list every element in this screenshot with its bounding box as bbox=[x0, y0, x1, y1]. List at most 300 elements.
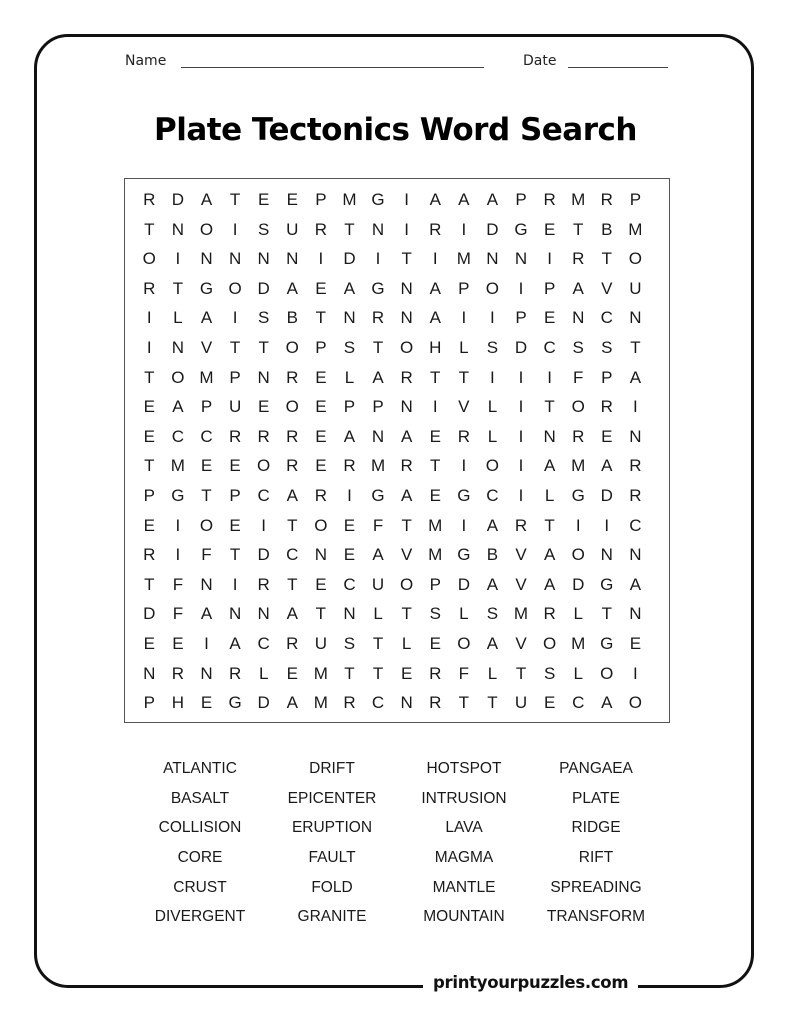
grid-cell[interactable]: V bbox=[400, 545, 413, 565]
grid-cell[interactable]: L bbox=[487, 663, 498, 683]
grid-cell[interactable]: O bbox=[285, 397, 299, 417]
grid-cell[interactable]: I bbox=[518, 456, 524, 476]
grid-cell[interactable]: T bbox=[630, 337, 641, 357]
grid-cell[interactable]: R bbox=[514, 515, 528, 535]
grid-cell[interactable]: T bbox=[544, 515, 555, 535]
grid-cell[interactable]: A bbox=[429, 308, 441, 328]
grid-cell[interactable]: I bbox=[261, 515, 267, 535]
grid-cell[interactable]: I bbox=[175, 515, 181, 535]
grid-cell[interactable]: A bbox=[486, 574, 499, 594]
grid-cell[interactable]: N bbox=[257, 367, 270, 387]
grid-cell[interactable]: L bbox=[487, 426, 498, 446]
grid-cell[interactable]: M bbox=[313, 663, 328, 683]
grid-cell[interactable]: T bbox=[573, 219, 584, 239]
grid-cell[interactable]: T bbox=[401, 249, 412, 269]
grid-cell[interactable]: M bbox=[313, 693, 328, 713]
grid-cell[interactable]: A bbox=[543, 456, 556, 476]
grid-cell[interactable]: A bbox=[629, 367, 642, 387]
date-field-line[interactable] bbox=[568, 67, 668, 68]
grid-cell[interactable]: P bbox=[543, 278, 556, 298]
grid-cell[interactable]: E bbox=[543, 693, 556, 713]
grid-cell[interactable]: R bbox=[429, 219, 442, 239]
grid-cell[interactable]: T bbox=[144, 456, 155, 476]
grid-cell[interactable]: V bbox=[515, 633, 527, 653]
grid-cell[interactable]: O bbox=[571, 545, 585, 565]
grid-cell[interactable]: T bbox=[372, 663, 384, 683]
grid-cell[interactable]: E bbox=[143, 426, 155, 446]
grid-cell[interactable]: E bbox=[315, 367, 327, 387]
grid-cell[interactable]: E bbox=[143, 633, 155, 653]
grid-cell[interactable]: A bbox=[286, 693, 298, 713]
grid-cell[interactable]: R bbox=[572, 249, 585, 269]
grid-cell[interactable]: M bbox=[428, 515, 443, 535]
grid-cell[interactable]: P bbox=[629, 190, 642, 209]
grid-cell[interactable]: H bbox=[171, 693, 185, 713]
grid-cell[interactable]: P bbox=[372, 397, 384, 417]
grid-cell[interactable]: N bbox=[543, 426, 556, 446]
grid-cell[interactable]: L bbox=[573, 604, 583, 624]
grid-cell[interactable]: B bbox=[601, 219, 613, 239]
grid-cell[interactable]: G bbox=[371, 190, 385, 209]
grid-cell[interactable]: A bbox=[458, 190, 470, 209]
grid-cell[interactable]: M bbox=[170, 456, 185, 476]
grid-cell[interactable]: D bbox=[457, 574, 470, 594]
grid-cell[interactable]: P bbox=[143, 485, 155, 505]
grid-cell[interactable]: T bbox=[144, 367, 155, 387]
grid-cell[interactable]: T bbox=[487, 693, 498, 713]
grid-cell[interactable]: D bbox=[257, 545, 270, 565]
grid-cell[interactable]: T bbox=[315, 308, 327, 328]
grid-cell[interactable]: G bbox=[600, 633, 614, 653]
grid-cell[interactable]: R bbox=[572, 426, 585, 446]
grid-cell[interactable]: T bbox=[401, 604, 412, 624]
grid-cell[interactable]: E bbox=[258, 190, 270, 209]
grid-cell[interactable]: T bbox=[344, 219, 355, 239]
grid-cell[interactable]: R bbox=[343, 456, 356, 476]
grid-cell[interactable]: G bbox=[371, 278, 385, 298]
grid-cell[interactable]: N bbox=[200, 249, 213, 269]
grid-cell[interactable]: F bbox=[458, 663, 470, 683]
grid-cell[interactable]: I bbox=[404, 190, 409, 209]
grid-cell[interactable]: C bbox=[486, 485, 499, 505]
grid-cell[interactable]: A bbox=[429, 190, 441, 209]
grid-cell[interactable]: R bbox=[257, 574, 270, 594]
grid-cell[interactable]: O bbox=[457, 633, 471, 653]
grid-cell[interactable]: N bbox=[371, 219, 385, 239]
grid-cell[interactable]: N bbox=[343, 604, 356, 624]
grid-cell[interactable]: R bbox=[429, 663, 442, 683]
grid-cell[interactable]: S bbox=[343, 633, 356, 653]
grid-cell[interactable]: M bbox=[428, 545, 443, 565]
grid-cell[interactable]: I bbox=[232, 219, 238, 239]
grid-cell[interactable]: D bbox=[514, 337, 528, 357]
grid-cell[interactable]: N bbox=[371, 426, 385, 446]
grid-cell[interactable]: P bbox=[515, 190, 527, 209]
grid-cell[interactable]: E bbox=[315, 278, 327, 298]
grid-cell[interactable]: V bbox=[200, 337, 213, 357]
grid-cell[interactable]: T bbox=[287, 515, 298, 535]
grid-cell[interactable]: R bbox=[543, 190, 556, 209]
grid-cell[interactable]: N bbox=[629, 545, 642, 565]
grid-cell[interactable]: I bbox=[375, 249, 381, 269]
grid-cell[interactable]: U bbox=[514, 693, 528, 713]
grid-cell[interactable]: N bbox=[143, 663, 156, 683]
grid-cell[interactable]: T bbox=[401, 515, 412, 535]
grid-cell[interactable]: B bbox=[286, 308, 298, 328]
grid-cell[interactable]: E bbox=[429, 426, 441, 446]
grid-cell[interactable]: R bbox=[600, 190, 613, 209]
grid-cell[interactable]: U bbox=[314, 633, 327, 653]
grid-cell[interactable]: D bbox=[486, 219, 499, 239]
grid-cell[interactable]: S bbox=[486, 604, 499, 624]
grid-cell[interactable]: M bbox=[199, 367, 214, 387]
grid-cell[interactable]: L bbox=[544, 485, 555, 505]
grid-cell[interactable]: L bbox=[487, 397, 498, 417]
grid-cell[interactable]: U bbox=[371, 574, 385, 594]
grid-cell[interactable]: N bbox=[600, 545, 613, 565]
grid-cell[interactable]: O bbox=[257, 456, 271, 476]
grid-cell[interactable]: A bbox=[343, 426, 356, 446]
grid-cell[interactable]: T bbox=[201, 485, 212, 505]
grid-cell[interactable]: S bbox=[543, 663, 556, 683]
grid-cell[interactable]: C bbox=[371, 693, 385, 713]
grid-cell[interactable]: O bbox=[485, 278, 500, 298]
grid-cell[interactable]: A bbox=[200, 190, 213, 209]
grid-cell[interactable]: L bbox=[573, 663, 583, 683]
grid-cell[interactable]: I bbox=[633, 397, 638, 417]
grid-cell[interactable]: T bbox=[229, 545, 241, 565]
grid-cell[interactable]: N bbox=[171, 219, 185, 239]
grid-cell[interactable]: B bbox=[486, 545, 499, 565]
grid-cell[interactable]: U bbox=[629, 278, 642, 298]
grid-cell[interactable]: I bbox=[490, 308, 495, 328]
grid-cell[interactable]: T bbox=[430, 367, 441, 387]
grid-cell[interactable]: R bbox=[228, 663, 242, 683]
grid-cell[interactable]: D bbox=[343, 249, 356, 269]
grid-cell[interactable]: P bbox=[343, 397, 356, 417]
grid-cell[interactable]: P bbox=[315, 337, 327, 357]
grid-cell[interactable]: N bbox=[171, 337, 185, 357]
grid-cell[interactable]: C bbox=[257, 633, 270, 653]
grid-cell[interactable]: F bbox=[172, 574, 184, 594]
grid-cell[interactable]: N bbox=[228, 249, 242, 269]
grid-cell[interactable]: A bbox=[629, 574, 642, 594]
grid-cell[interactable]: N bbox=[400, 278, 413, 298]
grid-cell[interactable]: L bbox=[401, 633, 412, 653]
grid-cell[interactable]: R bbox=[543, 604, 556, 624]
grid-cell[interactable]: A bbox=[286, 278, 298, 298]
grid-cell[interactable]: R bbox=[343, 693, 356, 713]
grid-cell[interactable]: I bbox=[232, 308, 238, 328]
grid-cell[interactable]: S bbox=[486, 337, 499, 357]
grid-cell[interactable]: S bbox=[258, 308, 270, 328]
grid-cell[interactable]: I bbox=[146, 337, 152, 357]
grid-cell[interactable]: C bbox=[629, 515, 642, 535]
grid-cell[interactable]: A bbox=[286, 604, 298, 624]
grid-cell[interactable]: D bbox=[257, 693, 270, 713]
grid-cell[interactable]: T bbox=[601, 604, 612, 624]
grid-cell[interactable]: E bbox=[400, 663, 413, 683]
grid-cell[interactable]: M bbox=[456, 249, 471, 269]
grid-cell[interactable]: G bbox=[600, 574, 614, 594]
grid-cell[interactable]: H bbox=[429, 337, 442, 357]
grid-cell[interactable]: L bbox=[173, 308, 183, 328]
grid-cell[interactable]: I bbox=[518, 367, 524, 387]
grid-cell[interactable]: C bbox=[543, 337, 556, 357]
grid-cell[interactable]: P bbox=[315, 190, 327, 209]
grid-cell[interactable]: T bbox=[229, 337, 241, 357]
grid-cell[interactable]: A bbox=[229, 633, 241, 653]
grid-cell[interactable]: E bbox=[629, 633, 642, 653]
grid-cell[interactable]: I bbox=[461, 515, 467, 535]
grid-cell[interactable]: L bbox=[459, 604, 469, 624]
grid-cell[interactable]: I bbox=[432, 397, 438, 417]
grid-cell[interactable]: A bbox=[400, 485, 413, 505]
grid-cell[interactable]: I bbox=[175, 545, 181, 565]
grid-cell[interactable]: M bbox=[370, 456, 386, 476]
grid-cell[interactable]: O bbox=[228, 278, 242, 298]
grid-cell[interactable]: E bbox=[343, 515, 356, 535]
grid-cell[interactable]: R bbox=[143, 190, 156, 209]
grid-cell[interactable]: F bbox=[201, 545, 212, 565]
grid-cell[interactable]: C bbox=[286, 545, 299, 565]
grid-cell[interactable]: G bbox=[199, 278, 214, 298]
grid-cell[interactable]: F bbox=[172, 604, 184, 624]
grid-cell[interactable]: M bbox=[342, 190, 357, 209]
grid-cell[interactable]: I bbox=[633, 663, 638, 683]
grid-cell[interactable]: T bbox=[144, 574, 155, 594]
grid-cell[interactable]: M bbox=[571, 190, 586, 209]
grid-cell[interactable]: F bbox=[372, 515, 384, 535]
grid-cell[interactable]: A bbox=[486, 190, 499, 209]
grid-cell[interactable]: G bbox=[228, 693, 242, 713]
grid-cell[interactable]: A bbox=[372, 367, 384, 387]
grid-cell[interactable]: E bbox=[143, 515, 155, 535]
grid-cell[interactable]: N bbox=[400, 308, 413, 328]
grid-cell[interactable]: I bbox=[518, 397, 524, 417]
grid-cell[interactable]: R bbox=[629, 485, 642, 505]
grid-cell[interactable]: M bbox=[571, 633, 586, 653]
grid-cell[interactable]: O bbox=[400, 337, 414, 357]
grid-cell[interactable]: A bbox=[429, 278, 441, 298]
grid-cell[interactable]: N bbox=[400, 693, 413, 713]
grid-cell[interactable]: P bbox=[601, 367, 613, 387]
grid-cell[interactable]: S bbox=[601, 337, 613, 357]
grid-cell[interactable]: P bbox=[229, 485, 241, 505]
grid-cell[interactable]: A bbox=[572, 278, 584, 298]
grid-cell[interactable]: N bbox=[343, 308, 356, 328]
grid-cell[interactable]: S bbox=[258, 219, 270, 239]
grid-cell[interactable]: U bbox=[228, 397, 242, 417]
grid-cell[interactable]: A bbox=[543, 574, 556, 594]
grid-cell[interactable]: G bbox=[457, 545, 471, 565]
grid-cell[interactable]: T bbox=[544, 397, 555, 417]
grid-cell[interactable]: N bbox=[400, 397, 413, 417]
grid-cell[interactable]: I bbox=[518, 426, 524, 446]
grid-cell[interactable]: N bbox=[257, 604, 270, 624]
grid-cell[interactable]: A bbox=[172, 397, 184, 417]
grid-cell[interactable]: E bbox=[229, 456, 241, 476]
grid-cell[interactable]: T bbox=[458, 693, 470, 713]
grid-cell[interactable]: U bbox=[286, 219, 299, 239]
grid-cell[interactable]: G bbox=[457, 485, 471, 505]
name-field-line[interactable] bbox=[181, 67, 484, 68]
grid-cell[interactable]: R bbox=[429, 693, 442, 713]
grid-cell[interactable]: E bbox=[315, 397, 327, 417]
grid-cell[interactable]: R bbox=[228, 426, 242, 446]
grid-cell[interactable]: E bbox=[286, 663, 298, 683]
grid-cell[interactable]: E bbox=[429, 633, 441, 653]
grid-cell[interactable]: T bbox=[372, 633, 384, 653]
grid-cell[interactable]: O bbox=[285, 337, 299, 357]
grid-cell[interactable]: N bbox=[286, 249, 299, 269]
grid-cell[interactable]: T bbox=[172, 278, 184, 298]
grid-cell[interactable]: N bbox=[514, 249, 528, 269]
footer-site-link[interactable]: printyourpuzzles.com bbox=[423, 973, 638, 992]
grid-cell[interactable]: R bbox=[257, 426, 270, 446]
grid-cell[interactable]: P bbox=[458, 278, 470, 298]
grid-cell[interactable]: T bbox=[515, 663, 527, 683]
grid-cell[interactable]: C bbox=[600, 308, 613, 328]
grid-cell[interactable]: I bbox=[575, 515, 581, 535]
grid-cell[interactable]: I bbox=[347, 485, 352, 505]
grid-cell[interactable]: D bbox=[143, 604, 156, 624]
grid-cell[interactable]: A bbox=[543, 545, 556, 565]
grid-cell[interactable]: I bbox=[604, 515, 610, 535]
grid-cell[interactable]: I bbox=[175, 249, 181, 269]
grid-cell[interactable]: L bbox=[459, 337, 469, 357]
grid-cell[interactable]: V bbox=[458, 397, 470, 417]
grid-cell[interactable]: O bbox=[571, 397, 585, 417]
grid-cell[interactable]: N bbox=[629, 308, 642, 328]
grid-cell[interactable]: R bbox=[400, 456, 413, 476]
grid-cell[interactable]: E bbox=[172, 633, 184, 653]
grid-cell[interactable]: A bbox=[343, 278, 356, 298]
grid-cell[interactable]: N bbox=[629, 426, 642, 446]
grid-cell[interactable]: O bbox=[142, 249, 156, 269]
grid-cell[interactable]: D bbox=[572, 574, 585, 594]
grid-cell[interactable]: I bbox=[232, 574, 238, 594]
grid-cell[interactable]: S bbox=[343, 337, 356, 357]
grid-cell[interactable]: E bbox=[258, 397, 270, 417]
grid-cell[interactable]: T bbox=[430, 456, 441, 476]
grid-cell[interactable]: G bbox=[514, 219, 528, 239]
grid-cell[interactable]: N bbox=[314, 545, 327, 565]
grid-cell[interactable]: R bbox=[143, 545, 156, 565]
grid-cell[interactable]: I bbox=[461, 456, 467, 476]
grid-cell[interactable]: D bbox=[257, 278, 270, 298]
grid-cell[interactable]: I bbox=[547, 367, 552, 387]
grid-cell[interactable]: E bbox=[286, 190, 298, 209]
grid-cell[interactable]: R bbox=[286, 426, 299, 446]
grid-cell[interactable]: S bbox=[572, 337, 584, 357]
grid-cell[interactable]: I bbox=[461, 308, 467, 328]
grid-cell[interactable]: D bbox=[600, 485, 613, 505]
grid-cell[interactable]: S bbox=[429, 604, 441, 624]
grid-cell[interactable]: R bbox=[171, 663, 185, 683]
grid-cell[interactable]: R bbox=[371, 308, 385, 328]
grid-cell[interactable]: V bbox=[515, 574, 527, 594]
grid-cell[interactable]: V bbox=[601, 278, 613, 298]
grid-cell[interactable]: T bbox=[601, 249, 612, 269]
grid-cell[interactable]: E bbox=[315, 574, 327, 594]
grid-cell[interactable]: O bbox=[199, 219, 214, 239]
grid-cell[interactable]: O bbox=[628, 249, 642, 269]
grid-cell[interactable]: A bbox=[286, 485, 298, 505]
grid-cell[interactable]: A bbox=[372, 545, 384, 565]
grid-cell[interactable]: F bbox=[573, 367, 584, 387]
grid-cell[interactable]: A bbox=[200, 308, 213, 328]
grid-cell[interactable]: O bbox=[542, 633, 557, 653]
grid-cell[interactable]: R bbox=[143, 278, 156, 298]
grid-cell[interactable]: T bbox=[287, 574, 298, 594]
grid-cell[interactable]: C bbox=[572, 693, 585, 713]
grid-cell[interactable]: L bbox=[258, 663, 269, 683]
grid-cell[interactable]: R bbox=[314, 485, 327, 505]
grid-cell[interactable]: I bbox=[204, 633, 209, 653]
grid-cell[interactable]: V bbox=[515, 545, 527, 565]
grid-cell[interactable]: M bbox=[571, 456, 586, 476]
grid-cell[interactable]: L bbox=[344, 367, 355, 387]
grid-cell[interactable]: E bbox=[315, 426, 327, 446]
grid-cell[interactable]: A bbox=[601, 693, 613, 713]
grid-cell[interactable]: R bbox=[629, 456, 642, 476]
grid-cell[interactable]: I bbox=[461, 219, 467, 239]
grid-cell[interactable]: G bbox=[371, 485, 385, 505]
grid-cell[interactable]: P bbox=[229, 367, 241, 387]
grid-cell[interactable]: R bbox=[286, 456, 299, 476]
grid-cell[interactable]: N bbox=[257, 249, 270, 269]
grid-cell[interactable]: I bbox=[518, 278, 524, 298]
grid-cell[interactable]: E bbox=[601, 426, 613, 446]
grid-cell[interactable]: P bbox=[143, 693, 155, 713]
grid-cell[interactable]: M bbox=[628, 219, 643, 239]
grid-cell[interactable]: E bbox=[200, 693, 213, 713]
grid-cell[interactable]: T bbox=[229, 190, 241, 209]
grid-cell[interactable]: I bbox=[518, 485, 524, 505]
grid-cell[interactable]: T bbox=[315, 604, 327, 624]
grid-cell[interactable]: R bbox=[457, 426, 470, 446]
grid-cell[interactable]: I bbox=[432, 249, 438, 269]
grid-cell[interactable]: C bbox=[171, 426, 185, 446]
grid-cell[interactable]: D bbox=[171, 190, 185, 209]
grid-cell[interactable]: R bbox=[286, 367, 299, 387]
grid-cell[interactable]: N bbox=[629, 604, 642, 624]
grid-cell[interactable]: N bbox=[228, 604, 242, 624]
grid-cell[interactable]: T bbox=[144, 219, 155, 239]
grid-cell[interactable]: A bbox=[486, 515, 499, 535]
grid-cell[interactable]: I bbox=[404, 219, 409, 239]
grid-cell[interactable]: C bbox=[200, 426, 213, 446]
grid-cell[interactable]: T bbox=[258, 337, 269, 357]
grid-cell[interactable]: R bbox=[600, 397, 613, 417]
grid-cell[interactable]: R bbox=[314, 219, 327, 239]
grid-cell[interactable]: G bbox=[571, 485, 585, 505]
grid-cell[interactable]: C bbox=[343, 574, 356, 594]
grid-cell[interactable]: T bbox=[344, 663, 355, 683]
grid-cell[interactable]: G bbox=[171, 485, 185, 505]
grid-cell[interactable]: I bbox=[490, 367, 495, 387]
grid-cell[interactable]: L bbox=[373, 604, 383, 624]
grid-cell[interactable]: I bbox=[146, 308, 152, 328]
grid-cell[interactable]: P bbox=[200, 397, 213, 417]
grid-cell[interactable]: E bbox=[543, 308, 556, 328]
grid-cell[interactable]: O bbox=[628, 693, 642, 713]
grid-cell[interactable]: O bbox=[600, 663, 614, 683]
grid-cell[interactable]: E bbox=[343, 545, 356, 565]
grid-cell[interactable]: T bbox=[372, 337, 384, 357]
grid-cell[interactable]: P bbox=[429, 574, 441, 594]
